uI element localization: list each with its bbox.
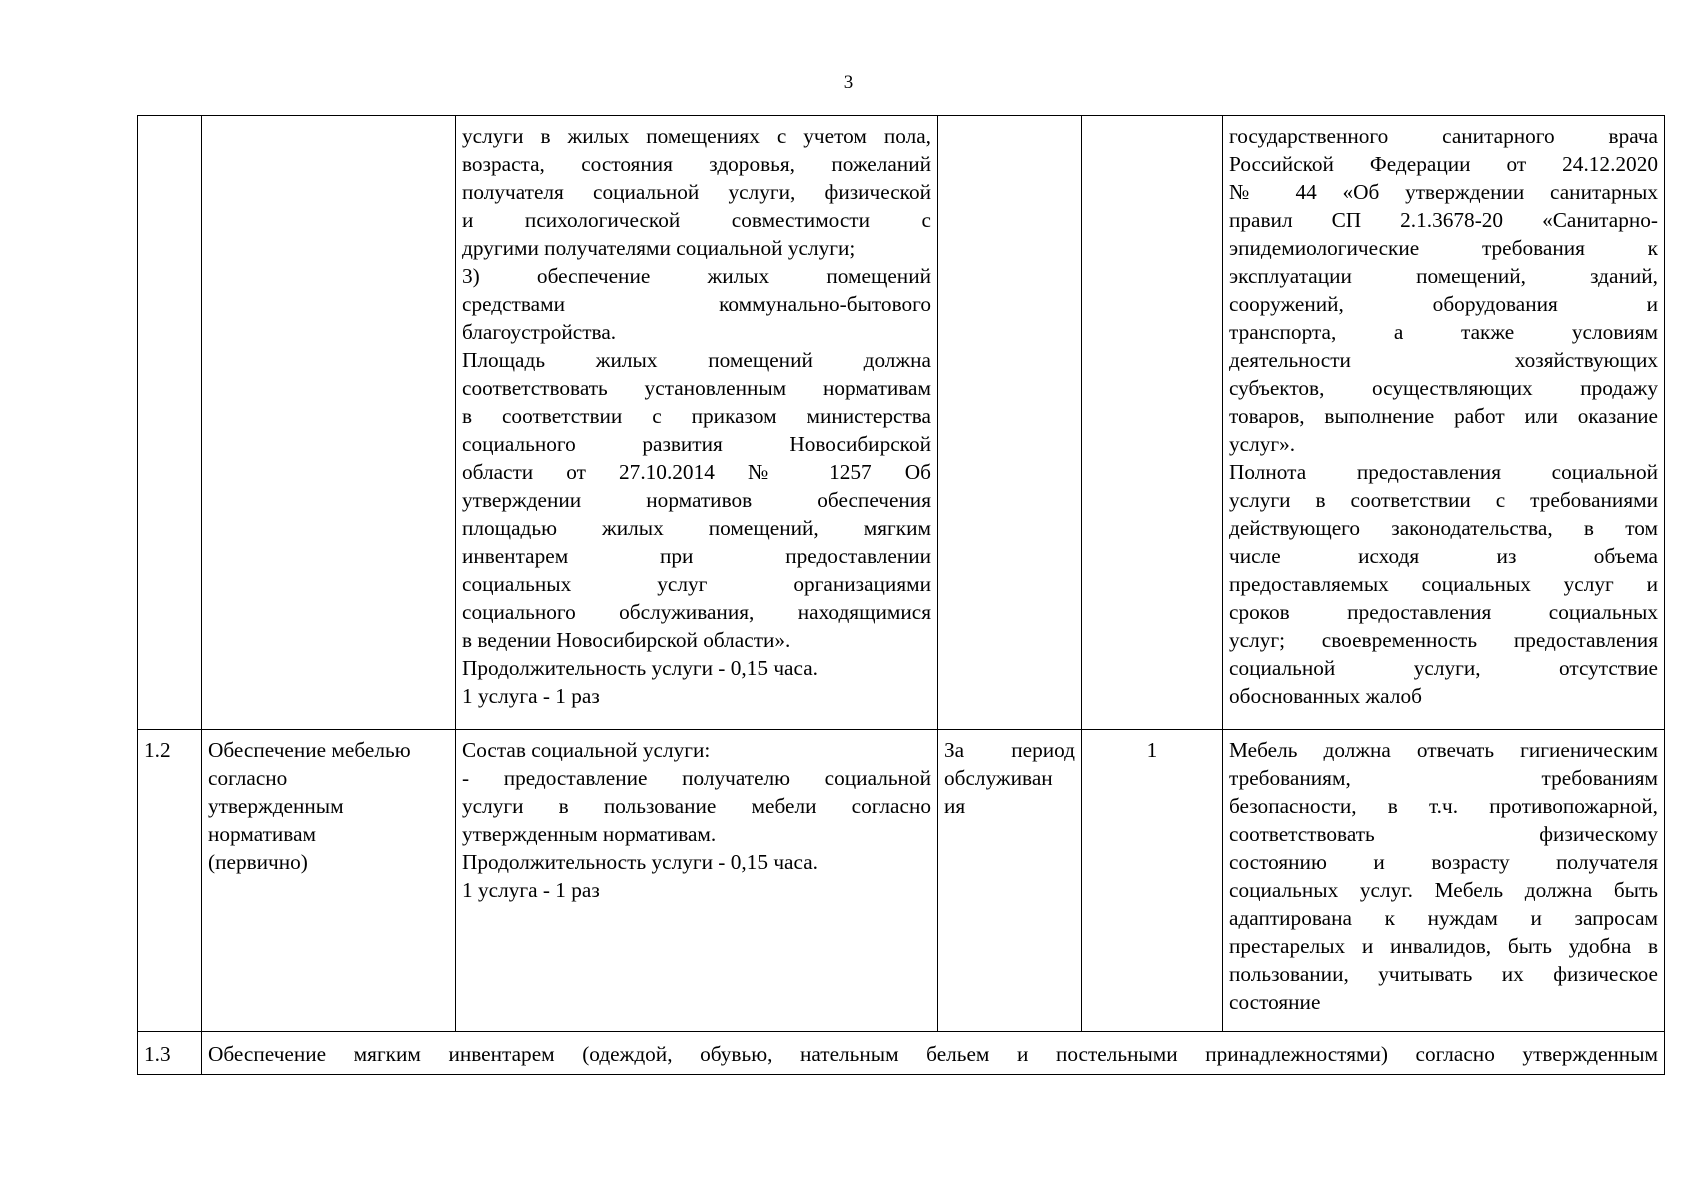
page-number: 3 — [843, 72, 854, 93]
text-line: Российской Федерации от 24.12.2020 — [1229, 152, 1658, 176]
text-line: услуг». — [1229, 432, 1296, 456]
text-line: социального развития Новосибирской — [462, 432, 931, 456]
table-row-1-3 — [138, 1032, 1665, 1075]
text-line: социального обслуживания, находящимися — [462, 600, 931, 624]
text-line: предоставляемых социальных услуг и — [1229, 572, 1658, 596]
table-row-1-2 — [138, 730, 1665, 1032]
text-line: услуги в пользование мебели согласно — [462, 794, 931, 818]
cell-period — [938, 116, 1082, 730]
text-line: 1 услуга - 1 раз — [462, 684, 600, 708]
cell-number: 1.2 — [138, 730, 202, 1032]
text-line: 3) обеспечение жилых помещений — [462, 264, 931, 288]
cell-service-name — [202, 116, 456, 730]
text-line: услуги в жилых помещениях с учетом пола, — [462, 124, 931, 148]
text-line: благоустройства. — [462, 320, 617, 344]
cell-service-name-full: Обеспечение мягким инвентарем (одеждой, обувью, нательным бельем и постельными принадлежностями) согласно утвержденным — [202, 1032, 1665, 1075]
text-line: услуги в соответствии с требованиями — [1229, 488, 1658, 512]
text-line: безопасности, в т.ч. противопожарной, — [1229, 794, 1658, 818]
text-line: соответствовать физическому — [1229, 822, 1658, 846]
text-line: Обеспечение мебелью — [208, 738, 411, 762]
cell-volume — [1082, 116, 1223, 730]
cell-service-content — [456, 116, 938, 730]
text-line: области от 27.10.2014 № 1257 Об — [462, 460, 931, 484]
text-line: другими получателями социальной услуги; — [462, 236, 856, 260]
text-line: 1 услуга - 1 раз — [462, 878, 600, 902]
text-line: состоянию и возрасту получателя — [1229, 850, 1658, 874]
text-line: сооружений, оборудования и — [1229, 292, 1658, 316]
text-line: сроков предоставления социальных — [1229, 600, 1658, 624]
text-line: правил СП 2.1.3678-20 «Санитарно- — [1229, 208, 1658, 232]
cell-number: 1.3 — [138, 1032, 202, 1075]
text-line: обслуживан — [944, 766, 1053, 790]
cell-number — [138, 116, 202, 730]
text-line: № 44 «Об утверждении санитарных — [1229, 180, 1658, 204]
text-line: (первично) — [208, 850, 308, 874]
text-line: в соответствии с приказом министерства — [462, 404, 931, 428]
text-line: площадью жилых помещений, мягким — [462, 516, 931, 540]
text-line: утвержденным — [208, 794, 344, 818]
text-line: Продолжительность услуги - 0,15 часа. — [462, 850, 818, 874]
text-line: нормативам — [208, 822, 317, 846]
text-line: обоснованных жалоб — [1229, 684, 1422, 708]
text-line: и психологической совместимости с — [462, 208, 931, 232]
text-line: Мебель должна отвечать гигиеническим — [1229, 738, 1658, 762]
text-line: соответствовать установленным нормативам — [462, 376, 931, 400]
cell-quality — [1223, 116, 1665, 730]
text-line: социальных услуг организациями — [462, 572, 931, 596]
text-line: в ведении Новосибирской области». — [462, 628, 791, 652]
text-line: состояние — [1229, 990, 1321, 1014]
text-line: транспорта, а также условиям — [1229, 320, 1658, 344]
cell-period — [938, 730, 1082, 1032]
text-line: пользовании, учитывать их физическое — [1229, 962, 1658, 986]
cell-volume: 1 — [1082, 730, 1223, 1032]
text-line: товаров, выполнение работ или оказание — [1229, 404, 1658, 428]
text-line: Продолжительность услуги - 0,15 часа. — [462, 656, 818, 680]
text-line: деятельности хозяйствующих — [1229, 348, 1658, 372]
text-line: утверждении нормативов обеспечения — [462, 488, 931, 512]
text-line: - предоставление получателю социальной — [462, 766, 931, 790]
services-table — [137, 115, 1665, 1075]
text-line: Площадь жилых помещений должна — [462, 348, 931, 372]
text-line: субъектов, осуществляющих продажу — [1229, 376, 1658, 400]
text-line: возраста, состояния здоровья, пожеланий — [462, 152, 931, 176]
text-line: престарелых и инвалидов, быть удобна в — [1229, 934, 1658, 958]
text-line: эпидемиологические требования к — [1229, 236, 1658, 260]
text-line: ия — [944, 794, 966, 818]
text-line: числе исходя из объема — [1229, 544, 1658, 568]
cell-quality — [1223, 730, 1665, 1032]
text-line: получателя социальной услуги, физической — [462, 180, 931, 204]
text-line: требованиям, требованиям — [1229, 766, 1658, 790]
text-line: социальной услуги, отсутствие — [1229, 656, 1658, 680]
cell-service-content — [456, 730, 938, 1032]
text-line: средствами коммунально-бытового — [462, 292, 931, 316]
text-line: согласно — [208, 766, 288, 790]
text-line: эксплуатации помещений, зданий, — [1229, 264, 1658, 288]
text-line: услуг; своевременность предоставления — [1229, 628, 1658, 652]
text-line: инвентарем при предоставлении — [462, 544, 931, 568]
text-line: действующего законодательства, в том — [1229, 516, 1658, 540]
text-line: социальных услуг. Мебель должна быть — [1229, 878, 1658, 902]
table-row-continued — [138, 116, 1665, 730]
text-line: адаптирована к нуждам и запросам — [1229, 906, 1658, 930]
text-line: Состав социальной услуги: — [462, 738, 711, 762]
text-line: утвержденным нормативам. — [462, 822, 717, 846]
text-line: Полнота предоставления социальной — [1229, 460, 1658, 484]
text-line: государственного санитарного врача — [1229, 124, 1658, 148]
cell-service-name — [202, 730, 456, 1032]
text-line: За период — [944, 738, 1075, 762]
